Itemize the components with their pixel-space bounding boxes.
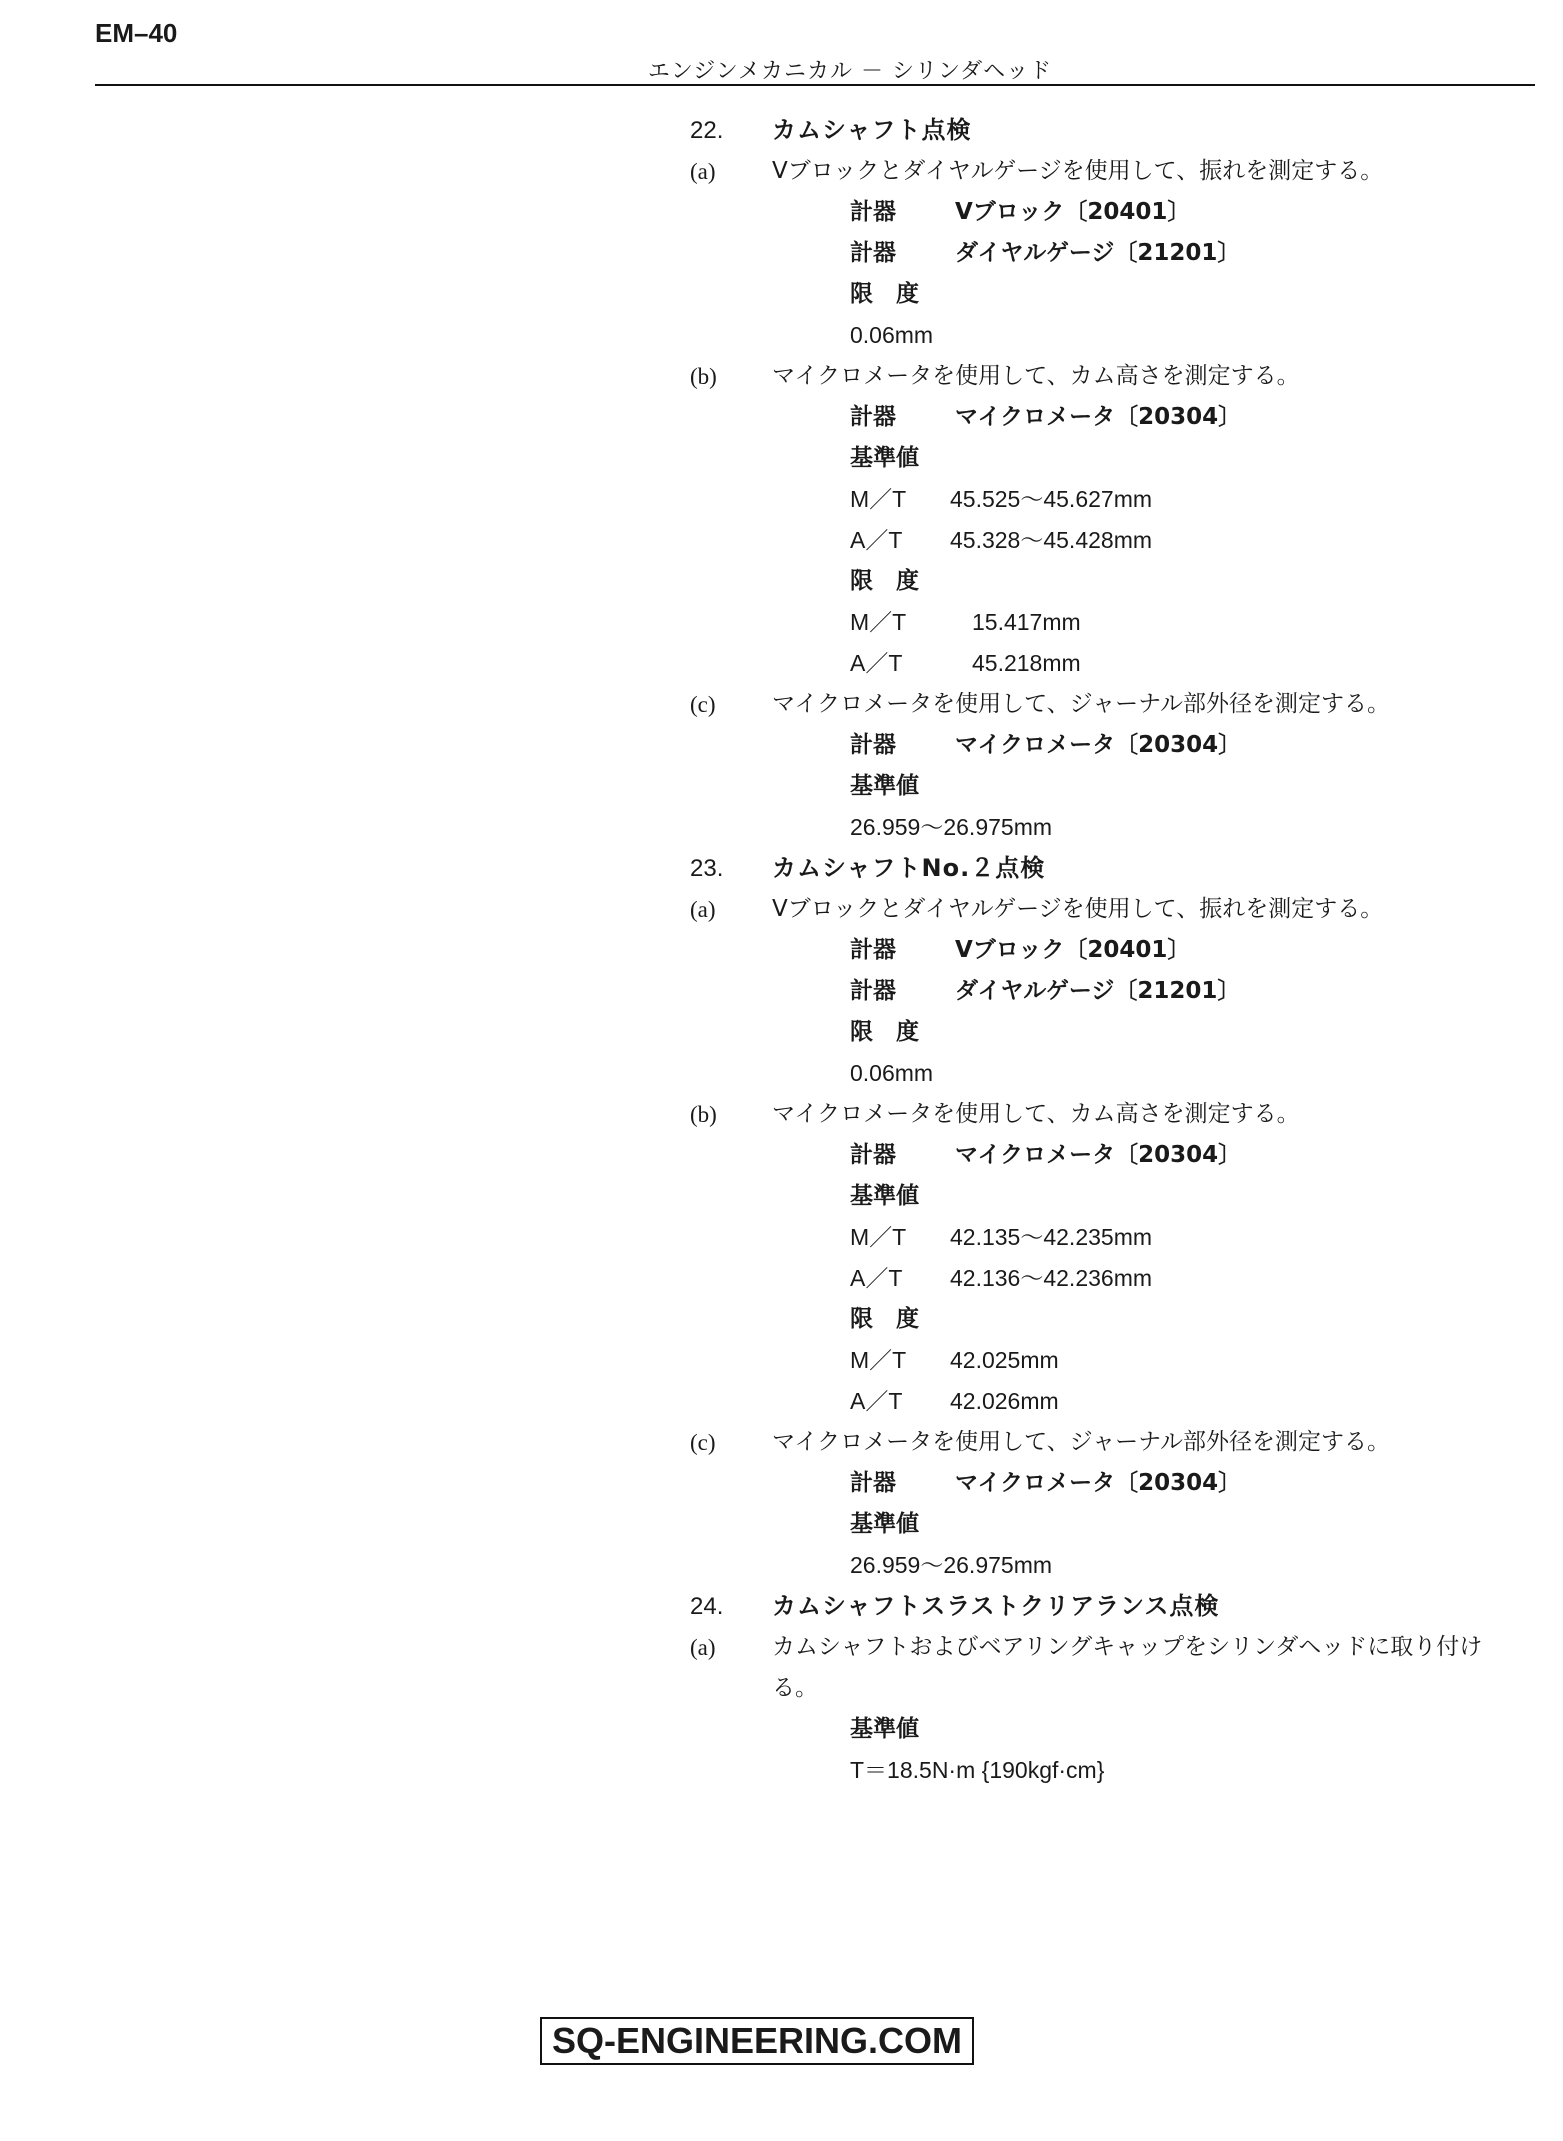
spec-tool: 計器 マイクロメータ〔20304〕 <box>850 404 1242 430</box>
step-label: (a) <box>690 1635 716 1660</box>
spec-standard-at: A／T 45.328～45.428mm <box>850 527 1153 553</box>
page-header-title: エンジンメカニカル － シリンダヘッド <box>647 59 1053 84</box>
spec-standard-label: 基準値 <box>850 1716 919 1742</box>
section-number: 24. <box>690 1593 724 1620</box>
watermark-logo: SQ-ENGINEERING.COM <box>540 2017 974 2065</box>
step-label: (c) <box>690 1430 716 1455</box>
step-23c <box>690 1422 1550 1463</box>
section-24-heading <box>690 1586 1550 1627</box>
section-title: カムシャフトNo.２点検 <box>772 854 1046 882</box>
step-22a <box>690 151 1550 192</box>
step-label: (a) <box>690 159 716 184</box>
spec-limit-label: 限 度 <box>850 568 919 594</box>
spec-tool: 計器 ダイヤルゲージ〔21201〕 <box>850 978 1241 1004</box>
section-title: カムシャフトスラストクリアランス点検 <box>772 1592 1220 1620</box>
step-24a-cont <box>690 1668 1550 1709</box>
step-23b <box>690 1094 1550 1135</box>
step-label: (a) <box>690 897 716 922</box>
step-22b <box>690 356 1550 397</box>
spec-limit-mt: M／T 42.025mm <box>850 1347 1059 1373</box>
step-text-line2: る。 <box>772 1675 818 1701</box>
spec-tool: 計器 Vブロック〔20401〕 <box>850 937 1191 963</box>
header-rule <box>95 84 1535 86</box>
spec-tool: 計器 マイクロメータ〔20304〕 <box>850 1470 1242 1496</box>
spec-limit-mt: M／T 15.417mm <box>850 609 1081 635</box>
step-label: (b) <box>690 364 717 389</box>
step-text: マイクロメータを使用して、カム高さを測定する。 <box>772 1101 1300 1127</box>
spec-tool: 計器 マイクロメータ〔20304〕 <box>850 1142 1242 1168</box>
step-text: マイクロメータを使用して、ジャーナル部外径を測定する。 <box>772 1429 1391 1455</box>
spec-limit-label: 限 度 <box>850 281 919 307</box>
section-number: 22. <box>690 117 724 144</box>
step-text: Vブロックとダイヤルゲージを使用して、振れを測定する。 <box>772 896 1384 922</box>
section-22-heading <box>690 110 1550 151</box>
spec-tool: 計器 ダイヤルゲージ〔21201〕 <box>850 240 1241 266</box>
step-text: マイクロメータを使用して、カム高さを測定する。 <box>772 363 1300 389</box>
spec-limit-at: A／T 42.026mm <box>850 1388 1059 1414</box>
step-23a <box>690 889 1550 930</box>
step-22c <box>690 684 1550 725</box>
spec-standard-mt: M／T 45.525～45.627mm <box>850 486 1153 512</box>
spec-limit-value: 0.06mm <box>850 1060 934 1086</box>
spec-tool: 計器 マイクロメータ〔20304〕 <box>850 732 1242 758</box>
spec-limit-at: A／T 45.218mm <box>850 650 1081 676</box>
manual-content <box>690 110 1550 1791</box>
spec-standard-mt: M／T 42.135～42.235mm <box>850 1224 1153 1250</box>
step-text: マイクロメータを使用して、ジャーナル部外径を測定する。 <box>772 691 1391 717</box>
spec-standard-label: 基準値 <box>850 445 919 471</box>
spec-tool: 計器 Vブロック〔20401〕 <box>850 199 1191 225</box>
section-23-heading <box>690 848 1550 889</box>
spec-torque-value: T＝18.5N·m {190kgf·cm} <box>850 1757 1105 1783</box>
step-text: Vブロックとダイヤルゲージを使用して、振れを測定する。 <box>772 158 1384 184</box>
spec-standard-label: 基準値 <box>850 1183 919 1209</box>
step-24a <box>690 1627 1550 1668</box>
spec-standard-at: A／T 42.136～42.236mm <box>850 1265 1153 1291</box>
spec-limit-value: 0.06mm <box>850 322 934 348</box>
spec-standard-label: 基準値 <box>850 773 919 799</box>
step-label: (c) <box>690 692 716 717</box>
spec-standard-value: 26.959～26.975mm <box>850 814 1053 840</box>
spec-standard-label: 基準値 <box>850 1511 919 1537</box>
step-label: (b) <box>690 1102 717 1127</box>
section-number: 23. <box>690 855 724 882</box>
section-title: カムシャフト点検 <box>772 116 972 144</box>
page-code: EM–40 <box>95 18 178 48</box>
spec-limit-label: 限 度 <box>850 1306 919 1332</box>
step-text-line1: カムシャフトおよびベアリングキャップをシリンダヘッドに取り付け <box>772 1634 1483 1660</box>
spec-limit-label: 限 度 <box>850 1019 919 1045</box>
spec-standard-value: 26.959～26.975mm <box>850 1552 1053 1578</box>
